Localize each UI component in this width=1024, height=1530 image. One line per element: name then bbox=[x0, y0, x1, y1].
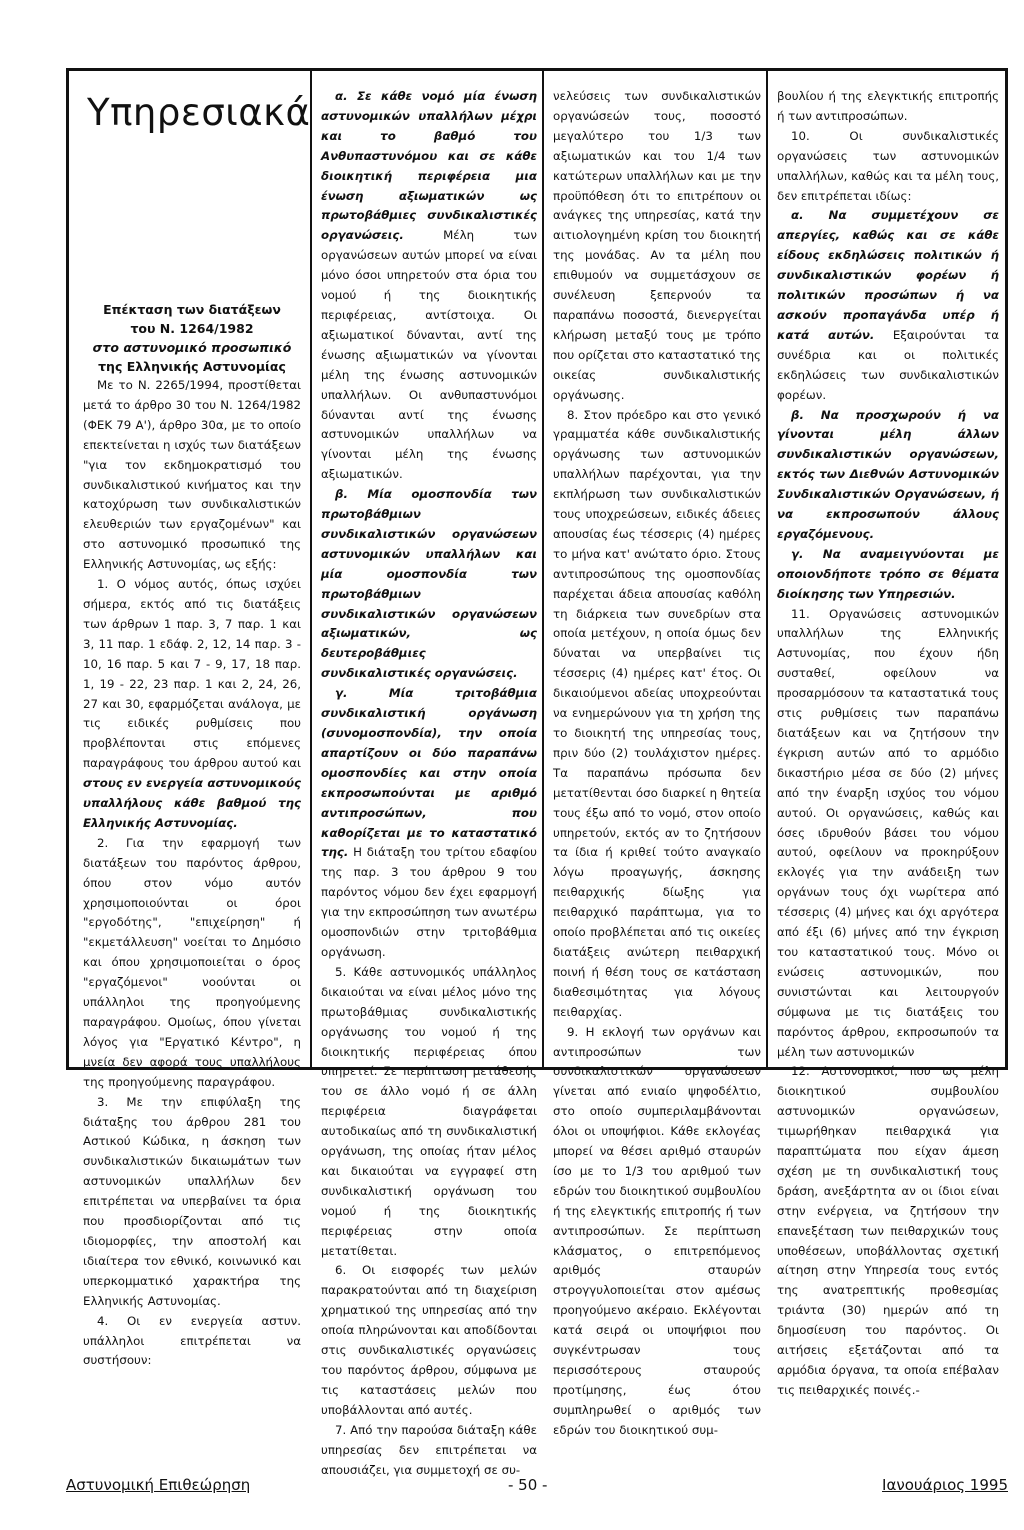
paragraph bbox=[777, 206, 999, 405]
paragraph-bold-text: β. Να προσχωρούν ή να γίνονται μέλη άλλων συνδικαλιστικών οργανώσεων, εκτός των Διεθνών Αστυνομικών Συνδικαλιστικών Οργανώσεων, ή να εκπροσωπούν άλλους εργαζόμενους. bbox=[777, 407, 999, 541]
paragraph-text: 1. Ο νόμος αυτός, όπως ισχύει σήμερα, εκτός από τις διατάξεις των άρθρων 1 παρ. 3, 7 παρ. 1 και 3, 11 παρ. 1 εδάφ. 2, 12, 14 παρ. 3 - 10, 16 παρ. 5 και 7 - 9, 17, 18 παρ. 1, 19 - 22, 23 παρ. 1 και 2, 24, 26, 27 και 30, εφαρμόζεται ανάλογα, με τις ειδικές ρυθμίσεις που προβλέπονται στις επόμενες παραγράφους του άρθρου αυτού και bbox=[83, 577, 301, 771]
article-heading bbox=[83, 300, 301, 376]
paragraph: 3. Με την επιφύλαξη της διάταξης του άρθρου 281 του Αστικού Κώδικα, η άσκηση των συνδικαλιστικών δικαιωμάτων των αστυνομικών υπαλλήλων δεν επιτρέπεται να υπερβαίνει τα όρια που προσδιορίζονται από τις ιδιομορφίες, την αποστολή και ιδιαίτερα τον εθνικό, κοινωνικό και υπερκομματικό χαρακτήρα της Ελληνικής Αστυνομίας. bbox=[83, 1094, 301, 1308]
paragraph-bold-text: α. Σε κάθε νομό μία ένωση αστυνομικών υπαλλήλων μέχρι και το βαθμό του Ανθυπαστυνόμου και σε κάθε διοικητική περιφέρεια μια ένωση αξιωματικών ως πρωτοβάθμιες συνδικαλιστικές οργανώσεις. bbox=[321, 89, 537, 243]
paragraph: 5. Κάθε αστυνομικός υπάλληλος δικαιούται να είναι μέλος μόνο της πρωτοβάθμιας συνδικαλιστικής οργάνωσης του νομού ή της διοικητικής περιφέρειας όπου υπηρετεί. Σε περίπτωση μετάθεσής του σε άλλο νομό ή σε άλλη περιφέρεια διαγράφεται αυτοδικαίως από τη συνδικαλιστική οργάνωση, της οποίας ήταν μέλος και δικαιούται να εγγραφεί στη συνδικαλιστική οργάνωση του νομού ή της διοικητικής περιφέρειας στην οποία μετατίθεται. bbox=[321, 964, 537, 1258]
paragraph bbox=[777, 406, 999, 545]
paragraph bbox=[321, 87, 537, 485]
paragraph: βουλίου ή της ελεγκτικής επιτροπής ή των αντιπροσώπων. bbox=[777, 89, 999, 123]
page-frame bbox=[66, 68, 1008, 1477]
heading-line: Επέκταση των διατάξεων bbox=[103, 302, 281, 317]
paragraph: 7. Από την παρούσα διάταξη κάθε υπηρεσίας δεν επιτρέπεται να απουσιάζει, για συμμετοχή σε συ- bbox=[321, 1422, 537, 1477]
paragraph-bold-text: στους εν ενεργεία αστυνομικούς υπαλλήλους κάθε βαθμού της Ελληνικής Αστυνομίας. bbox=[83, 776, 301, 830]
paragraph bbox=[321, 485, 537, 684]
paragraph-bold-text: γ. Να αναμειγνύονται με οποιονδήποτε τρόπο σε θέματα διοίκησης των Υπηρεσιών. bbox=[777, 546, 999, 601]
paragraph-bold-text: β. Μία ομοσπονδία των πρωτοβάθμιων συνδικαλιστικών οργανώσεων αστυνομικών υπαλλήλων και μία ομοσπονδία των πρωτοβάθμιων συνδικαλιστικών οργανώσεων αξιωματικών, ως δευτεροβάθμιες συνδικαλιστικές οργανώσεις. bbox=[321, 487, 537, 681]
paragraph: 9. Η εκλογή των οργάνων και αντιπροσώπων των συνδικαλιστικών οργανώσεων γίνεται από ενιαίο ψηφοδέλτιο, στο οποίο συμπεριλαμβάνονται όλοι οι υποψήφιοι. Κάθε εκλογέας μπορεί να θέσει αριθμό σταυρών ίσο με το 1/3 του αριθμού των εδρών του διοικητικού συμβουλίου ή της ελεγκτικής επιτροπής ή των αντιπροσώπων. Σε περίπτωση κλάσματος, ο επιτρεπόμενος αριθμός σταυρών στρογγυλοποιείται στον αμέσως προηγούμενο ακέραιο. Εκλέγονται κατά σειρά οι υποψήφιοι που συγκέντρωσαν τους περισσότερους σταυρούς προτίμησης, έως ότου συμπληρωθεί ο αριθμός των εδρών του διοικητικού συμ- bbox=[553, 1024, 761, 1437]
column-3 bbox=[543, 71, 767, 1437]
paragraph-bold-text: γ. Μία τριτοβάθμια συνδικαλιστική οργάνωση (συνομοσπονδία), την οποία απαρτίζουν οι δύο παραπάνω ομοσπονδίες και στην οποία εκπροσωπούνται με αριθμό αντιπροσώπων, που καθορίζεται με το καταστατικό της. bbox=[321, 686, 537, 860]
paragraph: 11. Οργανώσεις αστυνομικών υπαλλήλων της Ελληνικής Αστυνομίας, που έχουν ήδη συσταθεί, οφείλουν να προσαρμόσουν τα καταστατικά τους στις ρυθμίσεις των παραπάνω διατάξεων και να ζητήσουν την έγκριση αυτών από το αρμόδιο δικαστήριο μέσα σε δύο (2) μήνες από την έναρξη ισχύος του νόμου αυτού. Οι οργανώσεις, καθώς και όσες ιδρυθούν βάσει του νόμου αυτού, οφείλουν να προκηρύξουν εκλογές για την ανάδειξη των οργάνων τους όχι νωρίτερα από τέσσερις (4) μήνες και όχι αργότερα από έξι (6) μήνες από την έγκριση του καταστατικού τους. Μόνο οι ενώσεις αστυνομικών, που συνιστώνται και λειτουργούν σύμφωνα με τις διατάξεις του παρόντος άρθρου, εκπροσωπούν τα μέλη των αστυνομικών bbox=[777, 606, 999, 1059]
paragraph-bold-text: α. Να συμμετέχουν σε απεργίες, καθώς και σε κάθε είδους εκδηλώσεις πολιτικών ή συνδικαλιστικών φορέων ή πολιτικών προσώπων ή να ασκούν προπαγάνδα υπέρ ή κατά αυτών. bbox=[777, 208, 999, 342]
column-2 bbox=[311, 71, 543, 1477]
paragraph-text: Εξαιρούνται τα συνέδρια και οι πολιτικές εκδηλώσεις των συνδικαλιστικών φορέων. bbox=[777, 327, 999, 402]
paragraph bbox=[83, 575, 301, 834]
footer-date: Ιανουάριος 1995 bbox=[882, 1476, 1008, 1494]
paragraph-text: Η διάταξη του τρίτου εδαφίου της παρ. 3 του άρθρου 9 του παρόντος νόμου δεν έχει εφαρμογή για την εκπροσώπηση των ανωτέρω ομοσπονδιών στην τριτοβάθμια οργάνωση. bbox=[321, 845, 537, 959]
heading-line: στο αστυνομικό προσωπικό bbox=[92, 340, 292, 355]
paragraph: 10. Οι συνδικαλιστικές οργανώσεις των αστυνομικών υπαλλήλων, καθώς και τα μέλη τους, δεν επιτρέπεται ιδίως: bbox=[777, 128, 999, 203]
paragraph: νελεύσεις των συνδικαλιστικών οργανώσεών τους, ποσοστό μεγαλύτερο του 1/3 των αξιωματικών και του 1/4 των κατώτερων υπαλλήλων και με την προϋπόθεση ότι το επιτρέπουν οι ανάγκες της υπηρεσίας, κατά την αιτιολογημένη κρίση του διοικητή της μονάδας. Αν τα μέλη που επιθυμούν να συμμετάσχουν σε συνέλευση ξεπερνούν τα παραπάνω ποσοστά, διενεργείται κλήρωση μεταξύ τους με τρόπο που ορίζεται στο καταστατικό της οικείας συνδικαλιστικής οργάνωσης. bbox=[553, 89, 761, 402]
paragraph: 12. Αστυνομικοί, που ως μέλη διοικητικού συμβουλίου αστυνομικών οργανώσεων, τιμωρήθηκαν πειθαρχικά για παραπτώματα που είχαν άμεση σχέση με τη συνδικαλιστική τους δράση, ανεξάρτητα αν οι ίδιοι είναι στην ενέργεια, να ζητήσουν την επανεξέταση των πειθαρχικών τους υποθέσεων, υποβάλλοντας σχετική αίτηση στην Υπηρεσία τους εντός της ανατρεπτικής προθεσμίας τριάντα (30) ημερών από τη δημοσίευση του παρόντος. Οι αιτήσεις εξετάζονται από τα αρμόδια όργανα, τα οποία επέβαλαν τις πειθαρχικές ποινές.- bbox=[777, 1064, 999, 1397]
paragraph bbox=[321, 684, 537, 963]
paragraph: Με το Ν. 2265/1994, προστίθεται μετά το άρθρο 30 του Ν. 1264/1982 (ΦΕΚ 79 Α'), άρθρο 30α, με το οποίο επεκτείνεται η ισχύς των διατάξεων "για τον εκδημοκρατισμό του συνδικαλιστικού κινήματος και την κατοχύρωση των συνδικαλιστικών ελευθεριών των εργαζομένων" και στο αστυνομικό προσωπικό της Ελληνικής Αστυνομίας, ως εξής: bbox=[83, 378, 301, 572]
paragraph-text: Μέλη των οργανώσεων αυτών μπορεί να είναι μόνο όσοι υπηρετούν στα όρια του νομού ή της διοικητικής περιφέρειας, αντίστοιχα. Οι αξιωματικοί δύνανται, αντί της ένωσης αξιωματικών να γίνονται μέλη της ένωσης αστυνομικών υπαλλήλων. Οι ανθυπαστυνόμοι δύνανται αντί της ένωσης αστυνομικών υπαλλήλων να γίνονται μέλη της ένωσης αξιωματικών. bbox=[321, 228, 537, 482]
paragraph: 2. Για την εφαρμογή των διατάξεων του παρόντος άρθρου, όπου στον νόμο αυτόν χρησιμοποιούνται οι όροι "εργοδότης", "επιχείρηση" ή "εκμετάλλευση" νοείται το Δημόσιο και όπου χρησιμοποιείται ο όρος "εργαζόμενοι" νοούνται οι υπάλληλοι της προηγούμενης παραγράφου. Ομοίως, όπου γίνεται λόγος για "Εργατικό Κέντρο", η μνεία δεν αφορά τους υπαλλήλους της προηγούμενης παραγράφου. bbox=[83, 835, 301, 1089]
page-number: - 50 - bbox=[508, 1476, 548, 1494]
heading-line: της Ελληνικής Αστυνομίας bbox=[98, 359, 286, 374]
paragraph: 8. Στον πρόεδρο και στο γενικό γραμματέα κάθε συνδικαλιστικής οργάνωσης των αστυνομικών υπαλλήλων παρέχονται, για την εκπλήρωση των συνδικαλιστικών τους υποχρεώσεων, ειδικές άδειες απουσίας έως τέσσερις (4) ημέρες το μήνα κατ' ανώτατο όριο. Στους αντιπροσώπους της ομοσπονδίας παρέχεται άδεια απουσίας καθόλη τη διάρκεια των συνεδρίων στα οποία μετέχουν, η οποία όμως δεν δύναται να υπερβαίνει τις τέσσερις (4) ημέρες κατ' έτος. Οι δικαιούμενοι αδείας υποχρεούνται να ενημερώνουν για τη χρήση της το διοικητή της υπηρεσίας τους, πριν δύο (2) τουλάχιστον ημέρες. Τα παραπάνω πρόσωπα δεν μετατίθενται όσο διαρκεί η θητεία τους έξω από το νομό, στον οποίο υπηρετούν, εκτός αν το ζητήσουν τα ίδια ή κριθεί τούτο αναγκαίο λόγω προαγωγής, άσκησης πειθαρχικής δίωξης για πειθαρχικό παράπτωμα, για το οποίο προβλέπεται από τις οικείες διατάξεις ανώτερη πειθαρχική ποινή ή θέση τους σε κατάσταση διαθεσιμότητας για λόγους πειθαρχίας. bbox=[553, 407, 761, 1019]
page-footer bbox=[66, 1476, 1008, 1500]
paragraph: 4. Οι εν ενεργεία αστυν. υπάλληλοι επιτρέπεται να συστήσουν: bbox=[83, 1313, 301, 1368]
heading-line: του Ν. 1264/1982 bbox=[130, 321, 254, 336]
footer-publication: Αστυνομική Επιθεώρηση bbox=[66, 1476, 251, 1494]
column-4 bbox=[767, 71, 1005, 1397]
paragraph bbox=[777, 545, 999, 605]
section-title: Υπηρεσιακά bbox=[87, 91, 311, 134]
paragraph: 6. Οι εισφορές των μελών παρακρατούνται από τη διαχείριση χρηματικού της υπηρεσίας από την οποία πληρώνονται και αποδίδονται στις συνδικαλιστικές οργανώσεις του παρόντος άρθρου, σύμφωνα με τις καταστάσεις μελών που υποβάλλονται από αυτές. bbox=[321, 1263, 537, 1417]
column-1 bbox=[69, 71, 311, 1368]
